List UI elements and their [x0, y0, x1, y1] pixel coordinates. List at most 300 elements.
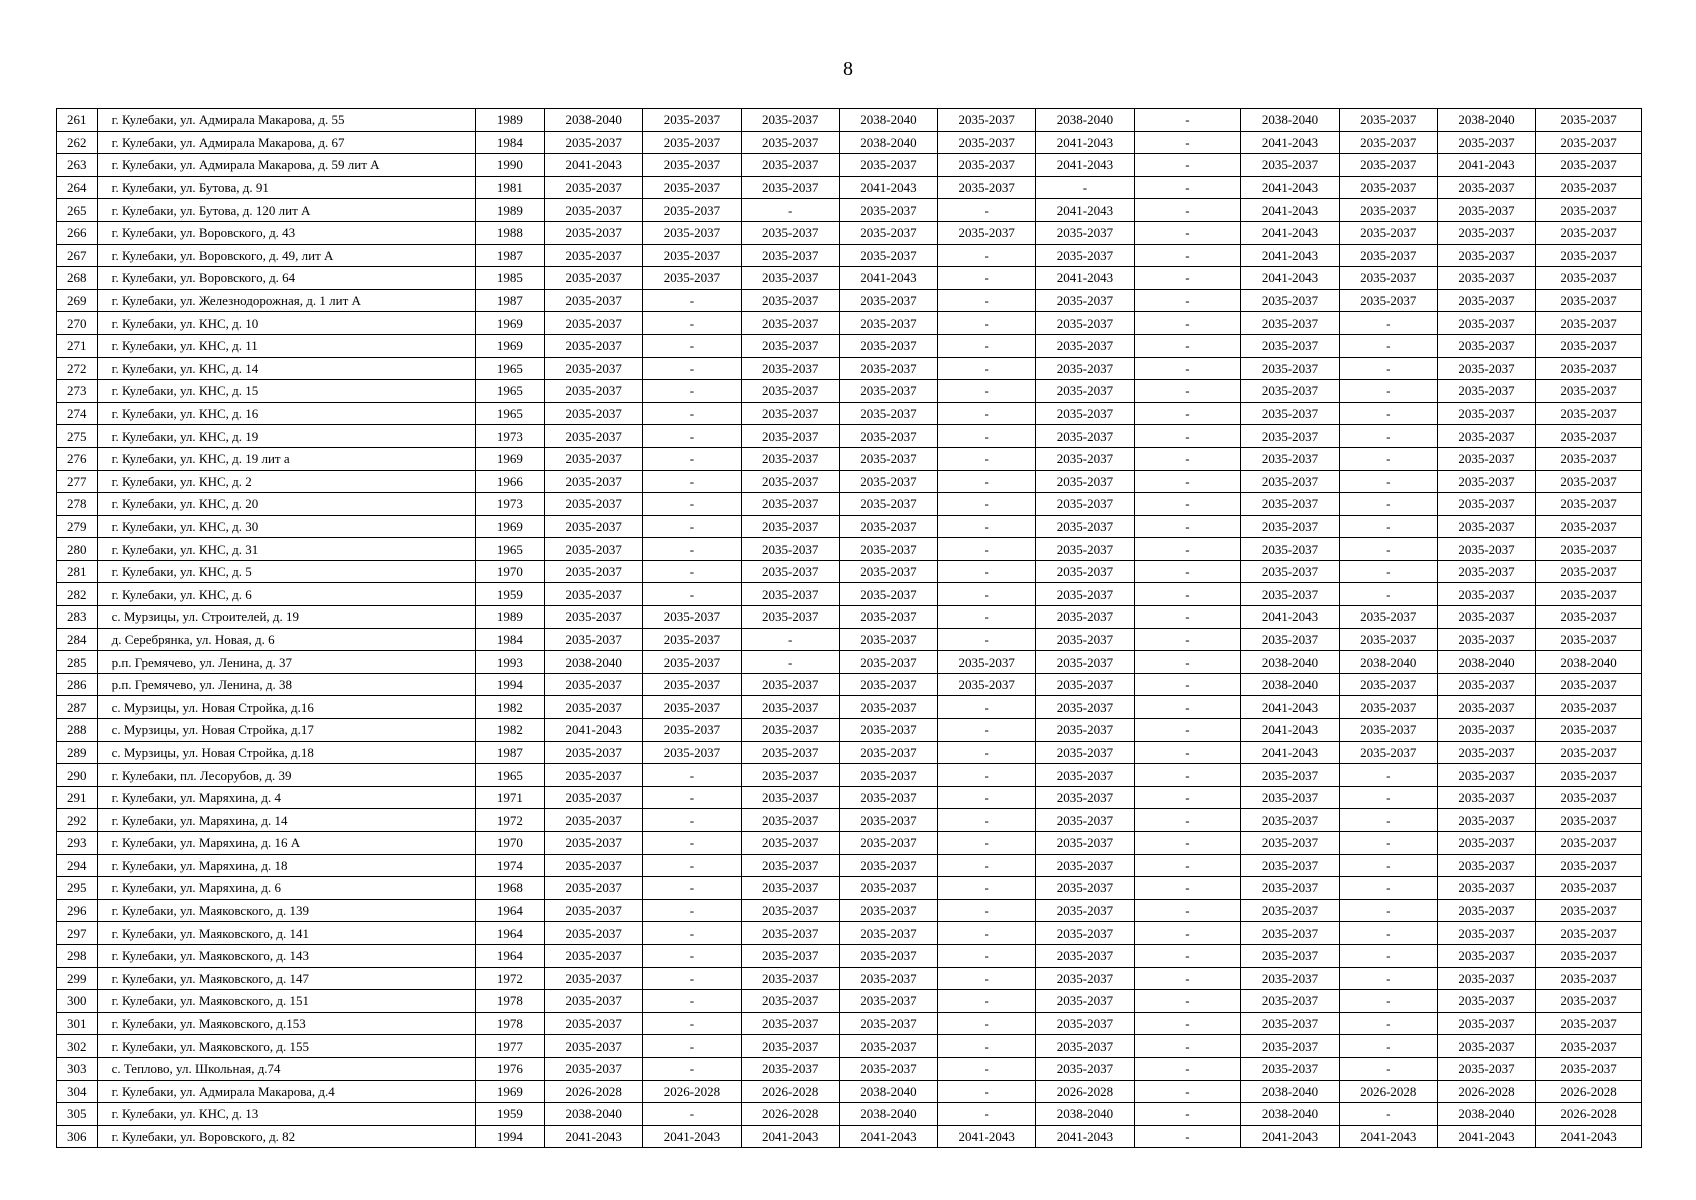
- term-cell: 2035-2037: [741, 447, 839, 470]
- term-cell: -: [938, 199, 1036, 222]
- term-cell: 2035-2037: [545, 944, 643, 967]
- term-cell: 2035-2037: [741, 221, 839, 244]
- table-row: [57, 1057, 1642, 1080]
- year-cell: 1982: [475, 696, 544, 719]
- term-cell: 2035-2037: [938, 131, 1036, 154]
- term-cell: 2035-2037: [1241, 944, 1339, 967]
- term-cell: -: [938, 832, 1036, 855]
- row-number-cell: 306: [57, 1125, 98, 1148]
- term-cell: 2041-2043: [1241, 741, 1339, 764]
- term-cell: 2035-2037: [839, 289, 937, 312]
- term-cell: 2035-2037: [545, 696, 643, 719]
- term-cell: -: [938, 538, 1036, 561]
- term-cell: 2035-2037: [741, 719, 839, 742]
- address-cell: г. Кулебаки, ул. Адмирала Макарова, д. 67: [97, 131, 475, 154]
- year-cell: 1964: [475, 944, 544, 967]
- year-cell: 1966: [475, 470, 544, 493]
- registry-table: [56, 108, 1642, 1148]
- term-cell: 2035-2037: [1437, 606, 1535, 629]
- term-cell: -: [1339, 493, 1437, 516]
- term-cell: 2035-2037: [741, 673, 839, 696]
- row-number-cell: 282: [57, 583, 98, 606]
- address-cell: г. Кулебаки, ул. Адмирала Макарова, д.4: [97, 1080, 475, 1103]
- term-cell: 2041-2043: [1036, 199, 1134, 222]
- term-cell: 2038-2040: [839, 109, 937, 132]
- row-number-cell: 303: [57, 1057, 98, 1080]
- term-cell: 2035-2037: [1241, 583, 1339, 606]
- term-cell: 2035-2037: [1036, 289, 1134, 312]
- year-cell: 1984: [475, 628, 544, 651]
- year-cell: 1969: [475, 515, 544, 538]
- term-cell: -: [1134, 944, 1241, 967]
- term-cell: 2035-2037: [741, 741, 839, 764]
- address-cell: г. Кулебаки, ул. Маяковского, д. 141: [97, 922, 475, 945]
- term-cell: 2035-2037: [545, 447, 643, 470]
- term-cell: 2035-2037: [839, 515, 937, 538]
- term-cell: 2035-2037: [1339, 176, 1437, 199]
- term-cell: 2035-2037: [545, 380, 643, 403]
- table-row: [57, 1012, 1642, 1035]
- term-cell: 2041-2043: [1036, 267, 1134, 290]
- term-cell: -: [643, 990, 741, 1013]
- year-cell: 1968: [475, 877, 544, 900]
- term-cell: -: [1134, 1103, 1241, 1126]
- table-row: [57, 109, 1642, 132]
- term-cell: 2041-2043: [1241, 199, 1339, 222]
- term-cell: 2026-2028: [1536, 1103, 1642, 1126]
- term-cell: 2035-2037: [1241, 425, 1339, 448]
- term-cell: 2035-2037: [643, 673, 741, 696]
- term-cell: -: [938, 899, 1036, 922]
- table-row: [57, 741, 1642, 764]
- term-cell: -: [938, 560, 1036, 583]
- term-cell: -: [1134, 854, 1241, 877]
- term-cell: 2035-2037: [938, 221, 1036, 244]
- address-cell: г. Кулебаки, ул. КНС, д. 30: [97, 515, 475, 538]
- year-cell: 1987: [475, 289, 544, 312]
- table-row: [57, 1125, 1642, 1148]
- table-row: [57, 154, 1642, 177]
- term-cell: 2035-2037: [1437, 425, 1535, 448]
- term-cell: 2026-2028: [1036, 1080, 1134, 1103]
- table-row: [57, 560, 1642, 583]
- term-cell: 2035-2037: [1536, 560, 1642, 583]
- term-cell: -: [1134, 199, 1241, 222]
- address-cell: г. Кулебаки, ул. Маяковского, д. 147: [97, 967, 475, 990]
- term-cell: 2035-2037: [839, 447, 937, 470]
- term-cell: 2035-2037: [1036, 334, 1134, 357]
- term-cell: 2035-2037: [839, 493, 937, 516]
- row-number-cell: 297: [57, 922, 98, 945]
- term-cell: 2035-2037: [1437, 199, 1535, 222]
- term-cell: 2035-2037: [741, 357, 839, 380]
- term-cell: -: [741, 651, 839, 674]
- term-cell: 2035-2037: [1036, 719, 1134, 742]
- term-cell: 2035-2037: [1339, 628, 1437, 651]
- term-cell: -: [643, 809, 741, 832]
- term-cell: 2035-2037: [1536, 877, 1642, 900]
- term-cell: -: [1036, 176, 1134, 199]
- term-cell: 2035-2037: [741, 244, 839, 267]
- term-cell: 2035-2037: [741, 899, 839, 922]
- row-number-cell: 283: [57, 606, 98, 629]
- term-cell: -: [1134, 560, 1241, 583]
- term-cell: 2035-2037: [545, 854, 643, 877]
- term-cell: -: [1339, 560, 1437, 583]
- term-cell: 2035-2037: [545, 334, 643, 357]
- term-cell: 2035-2037: [1536, 267, 1642, 290]
- term-cell: 2035-2037: [545, 899, 643, 922]
- row-number-cell: 266: [57, 221, 98, 244]
- term-cell: 2035-2037: [741, 1057, 839, 1080]
- address-cell: г. Кулебаки, ул. КНС, д. 19 лит а: [97, 447, 475, 470]
- term-cell: -: [938, 357, 1036, 380]
- term-cell: 2035-2037: [1241, 786, 1339, 809]
- term-cell: 2035-2037: [1036, 673, 1134, 696]
- term-cell: -: [1339, 1035, 1437, 1058]
- table-row: [57, 402, 1642, 425]
- term-cell: 2035-2037: [1437, 583, 1535, 606]
- term-cell: -: [1134, 786, 1241, 809]
- term-cell: 2035-2037: [741, 583, 839, 606]
- term-cell: 2038-2040: [1241, 651, 1339, 674]
- address-cell: д. Серебрянка, ул. Новая, д. 6: [97, 628, 475, 651]
- term-cell: 2035-2037: [741, 176, 839, 199]
- address-cell: г. Кулебаки, ул. Маряхина, д. 4: [97, 786, 475, 809]
- term-cell: 2035-2037: [741, 334, 839, 357]
- term-cell: -: [938, 628, 1036, 651]
- term-cell: -: [938, 583, 1036, 606]
- address-cell: г. Кулебаки, ул. Маяковского, д. 151: [97, 990, 475, 1013]
- term-cell: 2035-2037: [1536, 990, 1642, 1013]
- term-cell: 2035-2037: [741, 967, 839, 990]
- table-row: [57, 493, 1642, 516]
- term-cell: 2035-2037: [938, 673, 1036, 696]
- term-cell: -: [1339, 877, 1437, 900]
- term-cell: 2041-2043: [1241, 131, 1339, 154]
- term-cell: 2035-2037: [1437, 764, 1535, 787]
- term-cell: -: [1134, 493, 1241, 516]
- term-cell: 2038-2040: [1536, 651, 1642, 674]
- term-cell: 2035-2037: [1241, 899, 1339, 922]
- term-cell: 2035-2037: [741, 380, 839, 403]
- term-cell: 2035-2037: [1339, 154, 1437, 177]
- term-cell: -: [1134, 109, 1241, 132]
- year-cell: 1974: [475, 854, 544, 877]
- table-row: [57, 267, 1642, 290]
- term-cell: 2035-2037: [545, 583, 643, 606]
- term-cell: -: [1134, 131, 1241, 154]
- term-cell: 2035-2037: [545, 199, 643, 222]
- term-cell: 2035-2037: [1241, 1057, 1339, 1080]
- year-cell: 1978: [475, 990, 544, 1013]
- table-row: [57, 832, 1642, 855]
- term-cell: -: [938, 696, 1036, 719]
- address-cell: г. Кулебаки, ул. Воровского, д. 82: [97, 1125, 475, 1148]
- term-cell: 2035-2037: [1437, 493, 1535, 516]
- term-cell: -: [643, 899, 741, 922]
- term-cell: -: [938, 515, 1036, 538]
- row-number-cell: 265: [57, 199, 98, 222]
- term-cell: 2035-2037: [643, 651, 741, 674]
- term-cell: 2035-2037: [1536, 312, 1642, 335]
- term-cell: -: [1134, 244, 1241, 267]
- term-cell: 2041-2043: [1241, 719, 1339, 742]
- row-number-cell: 262: [57, 131, 98, 154]
- term-cell: 2035-2037: [1536, 854, 1642, 877]
- term-cell: 2035-2037: [839, 334, 937, 357]
- term-cell: 2035-2037: [839, 854, 937, 877]
- row-number-cell: 302: [57, 1035, 98, 1058]
- term-cell: 2035-2037: [545, 1035, 643, 1058]
- term-cell: -: [643, 967, 741, 990]
- term-cell: -: [1134, 741, 1241, 764]
- address-cell: г. Кулебаки, ул. КНС, д. 14: [97, 357, 475, 380]
- term-cell: -: [741, 628, 839, 651]
- term-cell: -: [938, 719, 1036, 742]
- term-cell: 2035-2037: [741, 786, 839, 809]
- term-cell: 2035-2037: [1036, 922, 1134, 945]
- table-row: [57, 1080, 1642, 1103]
- table-row: [57, 515, 1642, 538]
- term-cell: -: [938, 447, 1036, 470]
- term-cell: 2035-2037: [1036, 380, 1134, 403]
- term-cell: 2035-2037: [1036, 606, 1134, 629]
- term-cell: 2035-2037: [1339, 741, 1437, 764]
- term-cell: 2035-2037: [1036, 741, 1134, 764]
- term-cell: -: [643, 380, 741, 403]
- term-cell: 2035-2037: [1536, 628, 1642, 651]
- term-cell: -: [938, 1103, 1036, 1126]
- term-cell: 2035-2037: [1339, 221, 1437, 244]
- address-cell: г. Кулебаки, ул. Маряхина, д. 14: [97, 809, 475, 832]
- term-cell: -: [938, 267, 1036, 290]
- term-cell: 2035-2037: [1536, 944, 1642, 967]
- year-cell: 1959: [475, 1103, 544, 1126]
- row-number-cell: 278: [57, 493, 98, 516]
- term-cell: 2035-2037: [839, 628, 937, 651]
- row-number-cell: 292: [57, 809, 98, 832]
- term-cell: 2035-2037: [839, 199, 937, 222]
- year-cell: 1969: [475, 447, 544, 470]
- term-cell: -: [1134, 357, 1241, 380]
- term-cell: 2041-2043: [545, 154, 643, 177]
- term-cell: 2035-2037: [839, 877, 937, 900]
- row-number-cell: 287: [57, 696, 98, 719]
- term-cell: 2035-2037: [1536, 176, 1642, 199]
- term-cell: 2041-2043: [741, 1125, 839, 1148]
- term-cell: -: [1134, 538, 1241, 561]
- term-cell: -: [938, 967, 1036, 990]
- term-cell: 2035-2037: [1536, 538, 1642, 561]
- term-cell: -: [938, 402, 1036, 425]
- term-cell: -: [938, 493, 1036, 516]
- term-cell: 2035-2037: [1241, 470, 1339, 493]
- table-row: [57, 244, 1642, 267]
- term-cell: 2035-2037: [545, 764, 643, 787]
- term-cell: 2035-2037: [839, 764, 937, 787]
- term-cell: 2035-2037: [1241, 1035, 1339, 1058]
- term-cell: 2035-2037: [1339, 109, 1437, 132]
- term-cell: 2035-2037: [1036, 402, 1134, 425]
- address-cell: г. Кулебаки, ул. КНС, д. 5: [97, 560, 475, 583]
- term-cell: -: [938, 1057, 1036, 1080]
- term-cell: -: [938, 1012, 1036, 1035]
- term-cell: 2035-2037: [1437, 244, 1535, 267]
- year-cell: 1994: [475, 1125, 544, 1148]
- term-cell: 2035-2037: [839, 312, 937, 335]
- term-cell: -: [1134, 832, 1241, 855]
- term-cell: -: [1339, 1057, 1437, 1080]
- term-cell: 2035-2037: [1437, 560, 1535, 583]
- term-cell: 2035-2037: [1437, 944, 1535, 967]
- address-cell: с. Мурзицы, ул. Строителей, д. 19: [97, 606, 475, 629]
- address-cell: г. Кулебаки, ул. Маяковского, д.153: [97, 1012, 475, 1035]
- term-cell: 2026-2028: [545, 1080, 643, 1103]
- term-cell: -: [1339, 538, 1437, 561]
- term-cell: -: [1134, 719, 1241, 742]
- row-number-cell: 300: [57, 990, 98, 1013]
- term-cell: 2035-2037: [741, 560, 839, 583]
- term-cell: 2035-2037: [1036, 967, 1134, 990]
- term-cell: 2035-2037: [1241, 447, 1339, 470]
- term-cell: -: [1134, 1012, 1241, 1035]
- row-number-cell: 301: [57, 1012, 98, 1035]
- year-cell: 1965: [475, 764, 544, 787]
- term-cell: 2035-2037: [1036, 809, 1134, 832]
- year-cell: 1987: [475, 741, 544, 764]
- address-cell: г. Кулебаки, ул. Маяковского, д. 143: [97, 944, 475, 967]
- year-cell: 1965: [475, 538, 544, 561]
- term-cell: 2035-2037: [1036, 854, 1134, 877]
- address-cell: г. Кулебаки, ул. КНС, д. 10: [97, 312, 475, 335]
- row-number-cell: 299: [57, 967, 98, 990]
- address-cell: с. Теплово, ул. Школьная, д.74: [97, 1057, 475, 1080]
- term-cell: 2035-2037: [741, 854, 839, 877]
- term-cell: -: [643, 877, 741, 900]
- term-cell: 2041-2043: [1241, 1125, 1339, 1148]
- row-number-cell: 286: [57, 673, 98, 696]
- year-cell: 1978: [475, 1012, 544, 1035]
- term-cell: -: [643, 1057, 741, 1080]
- row-number-cell: 274: [57, 402, 98, 425]
- row-number-cell: 293: [57, 832, 98, 855]
- term-cell: 2035-2037: [1036, 786, 1134, 809]
- term-cell: 2035-2037: [839, 651, 937, 674]
- address-cell: г. Кулебаки, ул. Маяковского, д. 155: [97, 1035, 475, 1058]
- term-cell: 2035-2037: [1241, 967, 1339, 990]
- term-cell: 2035-2037: [1241, 809, 1339, 832]
- term-cell: 2035-2037: [1241, 628, 1339, 651]
- term-cell: -: [1134, 447, 1241, 470]
- term-cell: 2035-2037: [1241, 1012, 1339, 1035]
- term-cell: 2035-2037: [839, 673, 937, 696]
- year-cell: 1976: [475, 1057, 544, 1080]
- term-cell: 2035-2037: [839, 786, 937, 809]
- term-cell: -: [643, 1103, 741, 1126]
- term-cell: 2038-2040: [1241, 1080, 1339, 1103]
- term-cell: 2035-2037: [839, 922, 937, 945]
- term-cell: 2035-2037: [643, 741, 741, 764]
- term-cell: 2026-2028: [1339, 1080, 1437, 1103]
- term-cell: 2035-2037: [839, 719, 937, 742]
- term-cell: 2038-2040: [1241, 673, 1339, 696]
- term-cell: -: [643, 425, 741, 448]
- term-cell: 2035-2037: [1536, 1057, 1642, 1080]
- term-cell: 2035-2037: [545, 538, 643, 561]
- term-cell: 2035-2037: [1536, 493, 1642, 516]
- term-cell: 2035-2037: [1536, 334, 1642, 357]
- term-cell: 2035-2037: [545, 470, 643, 493]
- row-number-cell: 273: [57, 380, 98, 403]
- term-cell: -: [1134, 922, 1241, 945]
- year-cell: 1988: [475, 221, 544, 244]
- term-cell: -: [938, 877, 1036, 900]
- year-cell: 1970: [475, 560, 544, 583]
- year-cell: 1964: [475, 899, 544, 922]
- row-number-cell: 272: [57, 357, 98, 380]
- registry-body: [57, 109, 1642, 1148]
- term-cell: 2038-2040: [1241, 1103, 1339, 1126]
- term-cell: 2035-2037: [643, 696, 741, 719]
- term-cell: 2035-2037: [545, 809, 643, 832]
- row-number-cell: 288: [57, 719, 98, 742]
- term-cell: -: [1134, 764, 1241, 787]
- table-row: [57, 1035, 1642, 1058]
- term-cell: 2041-2043: [1536, 1125, 1642, 1148]
- term-cell: 2035-2037: [1536, 289, 1642, 312]
- term-cell: 2035-2037: [1437, 312, 1535, 335]
- term-cell: 2035-2037: [1437, 515, 1535, 538]
- term-cell: -: [643, 1012, 741, 1035]
- row-number-cell: 298: [57, 944, 98, 967]
- table-row: [57, 628, 1642, 651]
- term-cell: 2035-2037: [1241, 515, 1339, 538]
- term-cell: 2035-2037: [1437, 334, 1535, 357]
- term-cell: -: [1134, 967, 1241, 990]
- address-cell: г. Кулебаки, ул. Железнодорожная, д. 1 лит А: [97, 289, 475, 312]
- term-cell: 2035-2037: [1437, 176, 1535, 199]
- term-cell: -: [1339, 583, 1437, 606]
- term-cell: 2035-2037: [1536, 719, 1642, 742]
- term-cell: 2035-2037: [1437, 967, 1535, 990]
- term-cell: 2035-2037: [741, 154, 839, 177]
- term-cell: 2035-2037: [938, 109, 1036, 132]
- term-cell: -: [1339, 1103, 1437, 1126]
- term-cell: 2035-2037: [1036, 1035, 1134, 1058]
- term-cell: 2035-2037: [741, 1035, 839, 1058]
- term-cell: 2041-2043: [1241, 176, 1339, 199]
- term-cell: 2035-2037: [839, 606, 937, 629]
- term-cell: -: [1134, 312, 1241, 335]
- term-cell: 2035-2037: [839, 832, 937, 855]
- address-cell: г. Кулебаки, ул. Бутова, д. 120 лит А: [97, 199, 475, 222]
- year-cell: 1964: [475, 922, 544, 945]
- term-cell: 2035-2037: [741, 470, 839, 493]
- term-cell: -: [643, 764, 741, 787]
- table-row: [57, 312, 1642, 335]
- term-cell: 2035-2037: [1536, 583, 1642, 606]
- address-cell: г. Кулебаки, ул. КНС, д. 16: [97, 402, 475, 425]
- term-cell: 2035-2037: [545, 1012, 643, 1035]
- term-cell: -: [938, 1035, 1036, 1058]
- term-cell: 2041-2043: [545, 1125, 643, 1148]
- table-row: [57, 425, 1642, 448]
- term-cell: 2035-2037: [545, 560, 643, 583]
- term-cell: 2035-2037: [1241, 832, 1339, 855]
- term-cell: -: [938, 312, 1036, 335]
- term-cell: 2035-2037: [1241, 357, 1339, 380]
